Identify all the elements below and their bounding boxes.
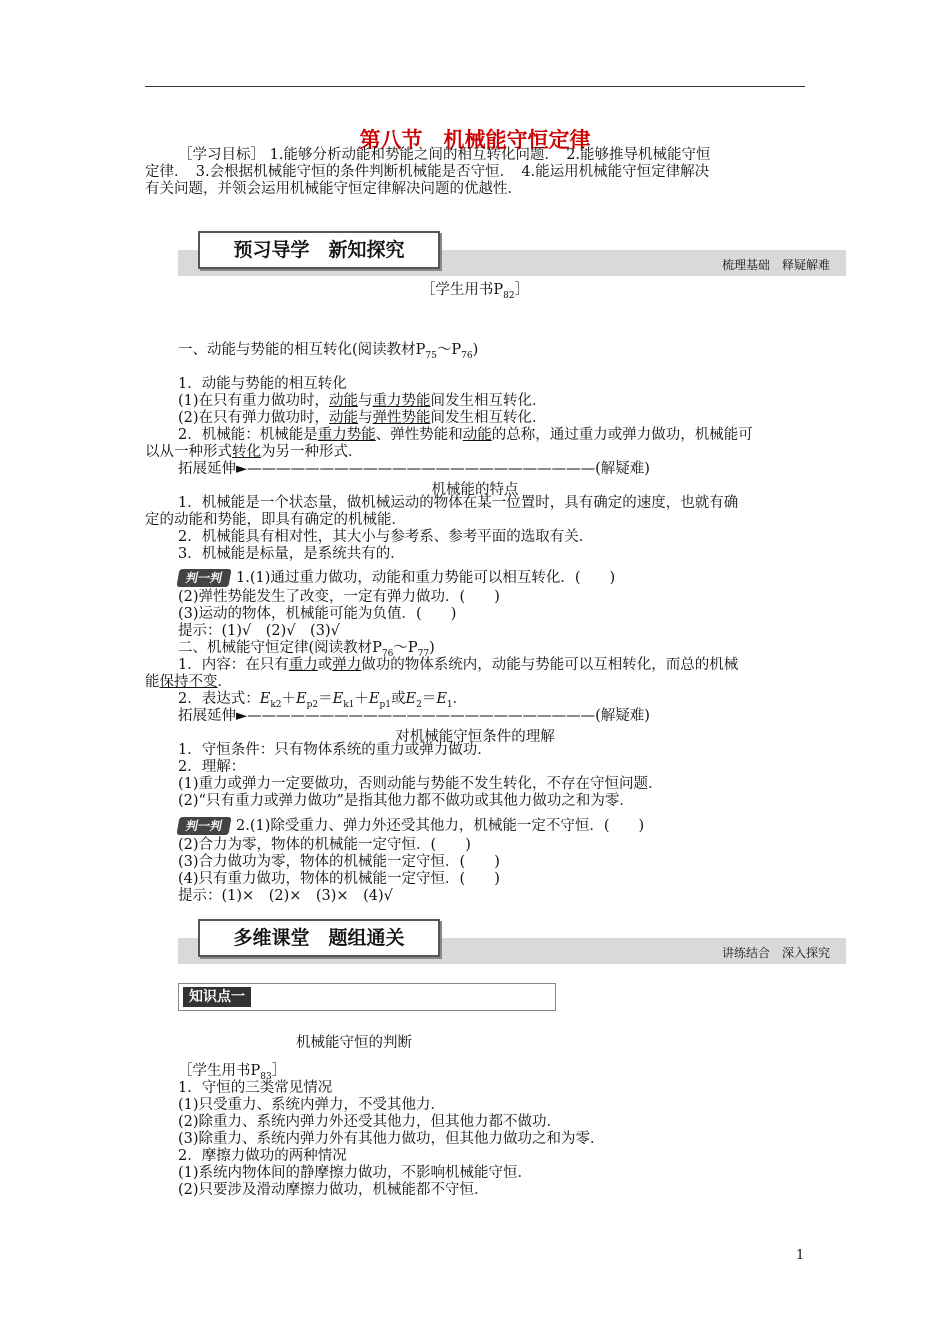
section-banner-classroom [178, 927, 846, 964]
knowledge-point-box [178, 983, 556, 1011]
knowledge-point-label: 知识点一 [183, 987, 251, 1007]
s1-e1: 1．机械能是一个状态量，做机械运动的物体在某一位置时，具有确定的速度，也就有确 [178, 495, 739, 511]
s1-p3: (2)在只有弹力做功时，动能与弹性势能间发生相互转化． [178, 410, 547, 426]
s1-e2: 2．机械能具有相对性，其大小与参考系、参考平面的选取有关． [178, 529, 594, 545]
page-number: 1 [796, 1248, 805, 1263]
s1-hint: 提示：(1)√ (2)√ (3)√ [178, 623, 340, 639]
header-rule [145, 86, 805, 87]
s2-u3: (1)重力或弹力一定要做功，否则动能与势能不发生转化，不存在守恒问题． [178, 776, 663, 792]
s1-p5: 以从一种形式转化为另一种形式． [145, 444, 363, 460]
student-book-ref: ［学生用书$P_{82}]$ [420, 282, 530, 301]
knowledge-point-title: 机械能守恒的判断 [296, 1035, 412, 1051]
kp-l5: 2．摩擦力做功的两种情况 [178, 1148, 347, 1164]
s1-judge-2: (2)弹性势能发生了改变，一定有弹力做功．( ) [178, 589, 500, 605]
s2-u4: (2)“只有重力或弹力做功”是指其他力都不做功或其他力做功之和为零． [178, 793, 634, 809]
goals-line-3: 有关问题，并领会运用机械能守恒定律解决问题的优越性． [145, 181, 522, 197]
s2-extension-title: 对机械能守恒条件的理解 [395, 729, 555, 745]
s1-extension-title: 机械能的特点 [431, 482, 519, 498]
banner-label: 预习导学 新知探究 [198, 231, 440, 269]
kp-l4: (3)除重力、系统内弹力外有其他力做功，但其他力做功之和为零． [178, 1131, 605, 1147]
page-title: 第八节 机械能守恒定律 [359, 128, 591, 152]
s2-judge-2: (2)合力为零，物体的机械能一定守恒．( ) [178, 837, 471, 853]
banner-right-text: 梳理基础 释疑解难 [721, 258, 830, 272]
s1-p2: (1)在只有重力做功时，动能与重力势能间发生相互转化． [178, 393, 547, 409]
kp-l7: (2)只要涉及滑动摩擦力做功，机械能都不守恒． [178, 1182, 489, 1198]
section-1-heading: 一、动能与势能的相互转化(阅读教材$P_{75}\sim P_{76}$) [178, 342, 479, 361]
s1-extension-header: 拓展延伸►————————————————————————(解疑难) [178, 461, 650, 477]
s1-p1: 1．动能与势能的相互转化 [178, 376, 347, 392]
s2-judge-4: (4)只有重力做功，物体的机械能一定守恒．( ) [178, 871, 500, 887]
s2-judge-1: 判一判 2.(1)除受重力、弹力外还受其他力，机械能一定不守恒．( ) [178, 817, 644, 836]
s2-extension-header: 拓展延伸►————————————————————————(解疑难) [178, 708, 650, 724]
kp-l2: (1)只受重力、系统内弹力，不受其他力． [178, 1097, 446, 1113]
s2-u1: 1．守恒条件：只有物体系统的重力或弹力做功． [178, 742, 492, 758]
s2-formula: 2．表达式：$E_{k2}+E_{p2}=E_{k1}+E_{p1}$或$E_2=E_1$． [178, 691, 468, 710]
goals-line-1: ［学习目标］ 1.能够分析动能和势能之间的相互转化问题． 2.能够推导机械能守恒 [178, 147, 711, 163]
s2-hint: 提示：(1)× (2)× (3)× (4)√ [178, 888, 393, 904]
s1-judge-1: 判一判 1.(1)通过重力做功，动能和重力势能可以相互转化．( ) [178, 569, 615, 588]
judge-badge-icon: 判一判 [176, 569, 231, 587]
s1-e1b: 定的动能和势能，即具有确定的机械能． [145, 512, 406, 528]
goals-line-2: 定律． 3.会根据机械能守恒的条件判断机械能是否守恒． 4.能运用机械能守恒定律解决 [145, 164, 710, 180]
judge-badge-icon: 判一判 [176, 817, 231, 835]
s2-u2: 2．理解： [178, 759, 246, 775]
s1-judge-3: (3)运动的物体，机械能可能为负值．( ) [178, 606, 457, 622]
kp-l3: (2)除重力、系统内弹力外还受其他力，但其他力都不做功． [178, 1114, 562, 1130]
section-banner-preview [178, 239, 846, 276]
section-2-heading: 二、机械能守恒定律(阅读教材$P_{76}\sim P_{77}$) [178, 640, 435, 659]
kp-book-ref: ［学生用书$P_{83}]$ [178, 1063, 287, 1082]
s2-content-2: 能保持不变． [145, 674, 232, 690]
banner-right-text: 讲练结合 深入探究 [721, 946, 830, 960]
kp-l1: 1．守恒的三类常见情况 [178, 1080, 333, 1096]
s2-judge-3: (3)合力做功为零，物体的机械能一定守恒．( ) [178, 854, 500, 870]
banner-label: 多维课堂 题组通关 [198, 919, 440, 957]
s1-p4: 2．机械能：机械能是重力势能、弹性势能和动能的总称，通过重力或弹力做功，机械能可 [178, 427, 753, 443]
kp-l6: (1)系统内物体间的静摩擦力做功，不影响机械能守恒． [178, 1165, 533, 1181]
s1-e3: 3．机械能是标量，是系统共有的． [178, 546, 405, 562]
s2-content-1: 1．内容：在只有重力或弹力做功的物体系统内，动能与势能可以互相转化，而总的机械 [178, 657, 739, 673]
